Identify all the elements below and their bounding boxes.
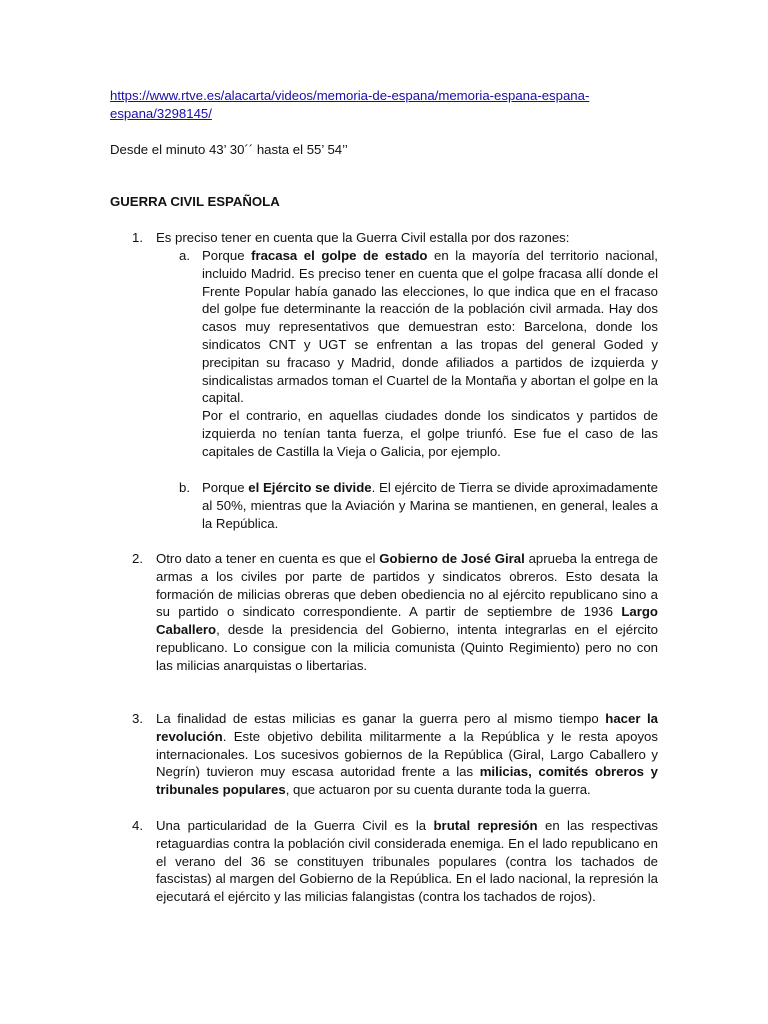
- video-link[interactable]: https://www.rtve.es/alacarta/videos/memoria-de-espana/memoria-espana-espana-espana/3298145/: [110, 88, 590, 121]
- time-range: Desde el minuto 43’ 30´´ hasta el 55’ 54’’: [110, 142, 348, 157]
- item-intro: Es preciso tener en cuenta que la Guerra Civil estalla por dos razones:: [156, 230, 570, 245]
- bold-phrase: Gobierno de José Giral: [379, 551, 525, 566]
- sub-item-extra: Por el contrario, en aquellas ciudades donde los sindicatos y partidos de izquierda no tenían tanta fuerza, el golpe triunfó. Ese fue el caso de las capitales de Castilla la Vieja o Galicia, por ejemplo.: [202, 408, 658, 459]
- sub-item-letter: a.: [179, 248, 190, 263]
- bold-phrase: brutal represión: [433, 818, 538, 833]
- item-text: Una particularidad de la Guerra Civil es la brutal represión en las respectivas retaguardias contra la población civil considerada enemiga. En el lado republicano en el verano del 36 se constituyen tribunales populares (contra los tachados de fascistas) al margen del Gobierno de la República. En el lado nacional, la represión la ejecutará el ejército y las milicias falangistas (contra los tachados de rojos).: [156, 818, 658, 905]
- section-heading: GUERRA CIVIL ESPAÑOLA: [110, 194, 280, 209]
- item-number: 1.: [132, 230, 143, 245]
- bold-phrase: fracasa el golpe de estado: [251, 248, 428, 263]
- item-text: Otro dato a tener en cuenta es que el Gobierno de José Giral aprueba la entrega de armas a los civiles por parte de partidos y sindicatos obreros. Esto desata la formación de milicias obreras que deben obediencia no al ejército republicano sino a su partido o sindicato correspondiente. A partir de septiembre de 1936 Largo Caballero, desde la presidencia del Gobierno, intenta integrarlas en el ejército republicano. Lo consigue con la milicia comunista (Quinto Regimiento) pero no con las milicias anarquistas o libertarias.: [156, 551, 659, 673]
- bold-phrase: el Ejército se divide: [248, 480, 372, 495]
- bold-phrase: Largo Caballero: [156, 604, 658, 638]
- item-text: La finalidad de estas milicias es ganar la guerra pero al mismo tiempo hacer la revolución. Este objetivo debilita militarmente a la República y le resta apoyos internacionales. Los sucesivos gobiernos de la República (Giral, Largo Caballero y Negrín) tuvieron muy escasa autoridad frente a las milicias, comités obreros y tribunales populares, que actuaron por su cuenta durante toda la guerra.: [156, 711, 658, 798]
- bold-phrase: milicias, comités obreros y tribunales populares: [156, 764, 658, 798]
- item-number: 2.: [132, 551, 143, 566]
- bold-phrase: hacer la revolución: [156, 711, 658, 744]
- sub-item-text: Porque el Ejército se divide. El ejército de Tierra se divide aproximadamente al 50%, mientras que la Aviación y Marina se mantienen, en general, leales a la República.: [202, 480, 658, 531]
- item-number: 3.: [132, 711, 143, 726]
- sub-item-letter: b.: [179, 480, 190, 495]
- sub-item-text: Porque fracasa el golpe de estado en la mayoría del territorio nacional, incluido Madrid. Es preciso tener en cuenta que el golpe fracasa allí donde el Frente Popular había ganado las elecciones, lo que indica que en el fracaso del golpe fue determinante la reacción de la población civil armada. Hay dos casos muy representativos que demuestran esto: Barcelona, donde los sindicatos CNT y UGT se enfrentan a las tropas del general Goded y precipitan su fracaso y Madrid, donde afiliados a partidos de izquierda y sindicalistas armados toman el Cuartel de la Montaña y abortan el golpe en la capital.: [202, 248, 658, 406]
- item-number: 4.: [132, 818, 143, 833]
